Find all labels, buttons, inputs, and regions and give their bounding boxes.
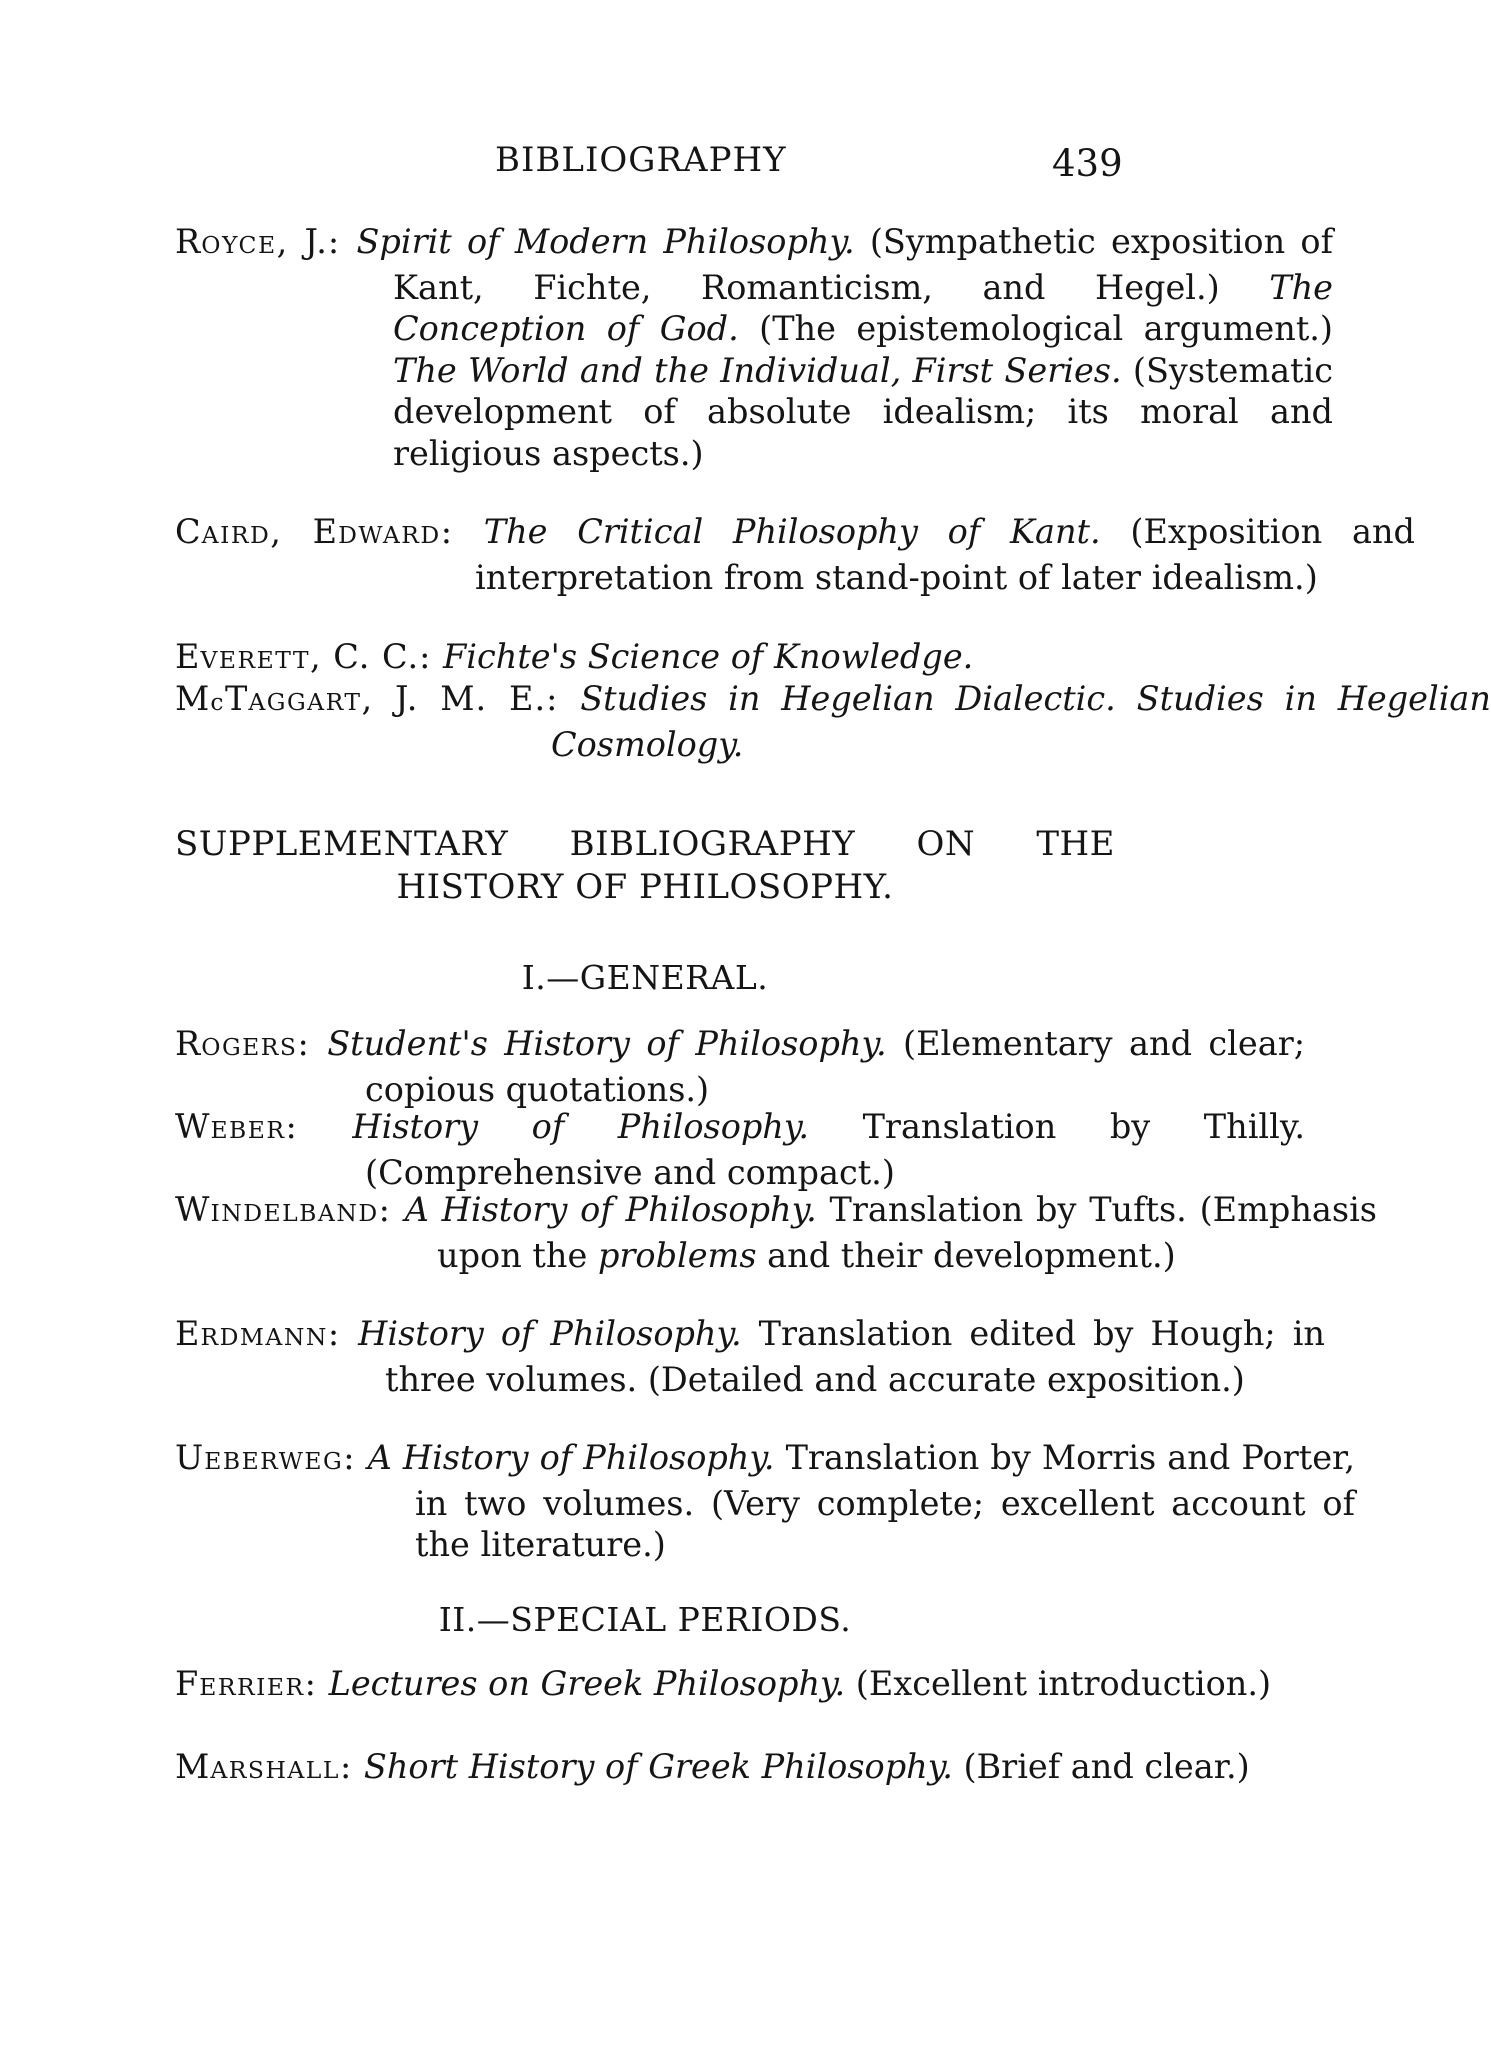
- bib-entry-weber: [175, 1106, 1305, 1193]
- bib-entry-erdmann: [175, 1313, 1325, 1400]
- bib-entry-ferrier: [175, 1663, 1310, 1709]
- entry-title: Student's History of Philosophy.: [327, 1024, 887, 1063]
- entry-title: A History of Philosophy.: [404, 1190, 817, 1229]
- running-title: BIBLIOGRAPHY: [495, 140, 787, 180]
- entry-title: The World and the Individual, First Series.: [393, 350, 1122, 390]
- entry-title: Fichte's Science of Knowledge.: [443, 637, 974, 676]
- bib-entry-windelband: [175, 1189, 1377, 1276]
- page-number: 439: [1052, 142, 1123, 185]
- entry-note: (Brief and clear.): [952, 1747, 1250, 1786]
- entry-note: (The epistemological argument.): [738, 309, 1333, 348]
- section-heading-general: I.—GENERAL.: [521, 958, 769, 997]
- entry-author: McTAGGART, J. M. E.:: [175, 679, 581, 718]
- entry-note: (Excellent introduction.): [845, 1664, 1272, 1703]
- entry-title: Lectures on Greek Philosophy.: [328, 1664, 846, 1703]
- entry-note: (Exposition and interpretation from stand-point of later idealism.): [475, 512, 1415, 597]
- entry-title: History of Philosophy.: [358, 1314, 742, 1353]
- bib-entry-everett: [175, 636, 1115, 682]
- bib-entry-ueberweg: [175, 1437, 1355, 1566]
- entry-note: (Elementary and clear; copious quotations.): [365, 1024, 1305, 1109]
- entry-note: Translation edited by Hough; in three volumes. (Detailed and accurate exposition.): [385, 1314, 1325, 1399]
- entry-emphasis: problems: [597, 1235, 757, 1275]
- entry-title: Studies in Hegelian Dialectic.: [580, 679, 1116, 718]
- bib-entry-rogers: [175, 1023, 1305, 1110]
- entry-title: Studies in Hegelian Cosmology.: [551, 679, 1491, 764]
- entry-author: ERDMANN:: [175, 1314, 359, 1353]
- entry-author: ROGERS:: [175, 1024, 328, 1063]
- entry-title: The Conception of God.: [393, 267, 1333, 348]
- entry-author: WINDELBAND:: [175, 1190, 405, 1229]
- entry-title: The Critical Philosophy of Kant.: [483, 512, 1101, 551]
- entry-note: Translation by Morris and Porter, in two volumes. (Very complete; excellent account of the literature.): [415, 1438, 1356, 1564]
- entry-author: CAIRD, EDWARD:: [175, 512, 484, 551]
- entry-note: (Systematic development of absolute idealism; its moral and religious aspects.): [393, 350, 1334, 473]
- entry-title: Spirit of Modern Philosophy.: [356, 222, 855, 261]
- entry-note: Translation by Tufts. (Emphasis upon the: [437, 1190, 1377, 1275]
- entry-author: WEBER:: [175, 1107, 353, 1146]
- entry-title: Short History of Greek Philosophy.: [363, 1747, 953, 1786]
- entry-author: FERRIER:: [175, 1664, 329, 1703]
- supplementary-heading: SUPPLEMENTARY BIBLIOGRAPHY ON THE HISTORY OF PHILOSOPHY.: [175, 824, 1115, 907]
- entry-author: EVERETT, C. C.:: [175, 637, 444, 676]
- entry-author: MARSHALL:: [175, 1747, 364, 1786]
- section-heading-special-periods: II.—SPECIAL PERIODS.: [438, 1600, 852, 1639]
- entry-note: and their development.): [756, 1235, 1176, 1275]
- bib-entry-royce: [175, 221, 1333, 474]
- entry-author: UEBERWEG:: [175, 1438, 368, 1477]
- entry-title: A History of Philosophy.: [367, 1438, 775, 1477]
- bib-entry-mctaggart: [175, 678, 1491, 765]
- entry-note: (Sympathetic exposition of Kant, Fichte, Romanticism, and Hegel.): [393, 222, 1333, 307]
- bib-entry-marshall: [175, 1746, 1343, 1792]
- entry-author: ROYCE, J.:: [175, 222, 357, 261]
- entry-title: History of Philosophy.: [352, 1107, 810, 1146]
- entry-note: Translation by Thilly. (Comprehensive and compact.): [365, 1107, 1305, 1192]
- bib-entry-caird: [175, 511, 1415, 598]
